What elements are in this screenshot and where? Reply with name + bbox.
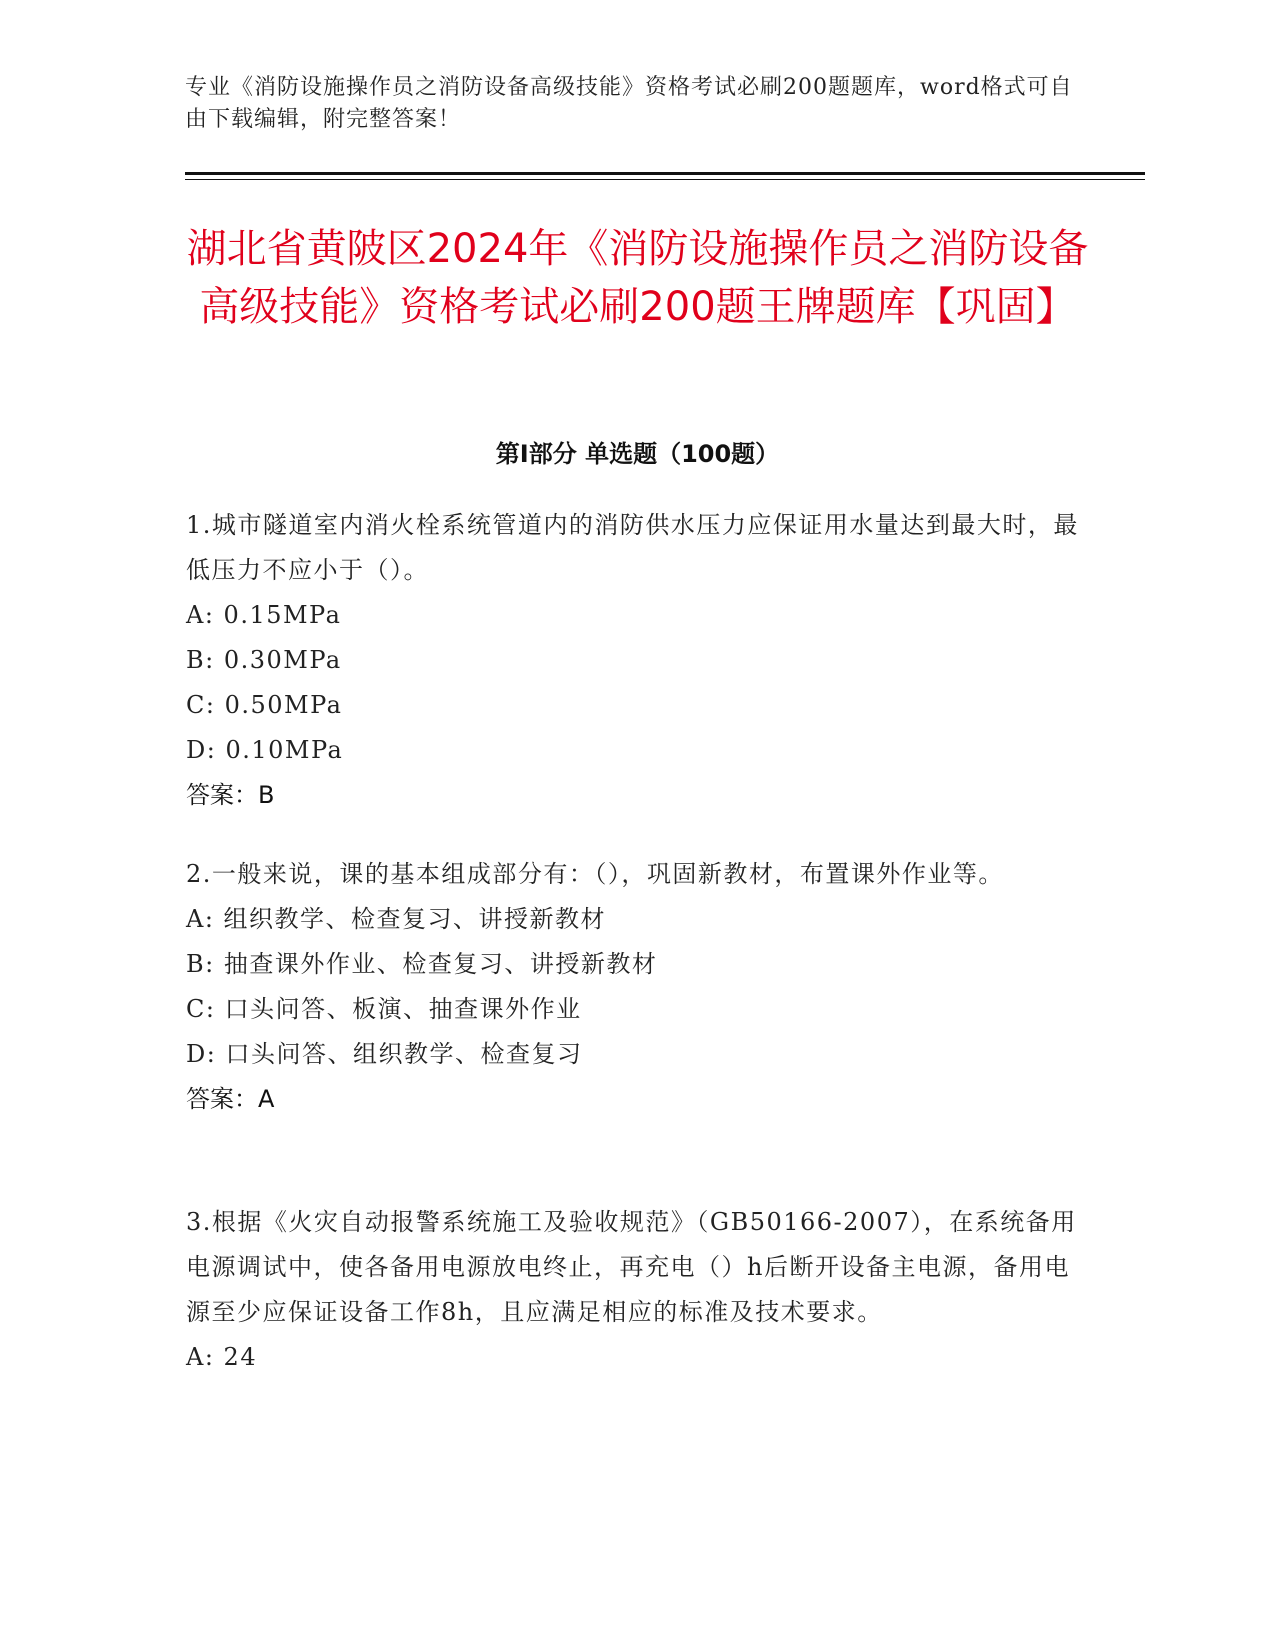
- question-3: [186, 1200, 1086, 1380]
- answer-value: A: [258, 1085, 275, 1113]
- answer-line: [186, 773, 1086, 818]
- section-title: 第Ⅰ部分 单选题（100题）: [495, 440, 780, 468]
- option-a: A: 组织教学、检查复习、讲授新教材: [186, 905, 607, 933]
- header-divider-thin: [185, 179, 1145, 180]
- question-stem: 2.一般来说，课的基本组成部分有：（），巩固新教材，布置课外作业等。: [186, 860, 1004, 888]
- option-c: C: 口头问答、板演、抽查课外作业: [186, 995, 582, 1023]
- option-b: B: 抽查课外作业、检查复习、讲授新教材: [186, 950, 658, 978]
- question-stem: 1.城市隧道室内消火栓系统管道内的消防供水压力应保证用水量达到最大时，最低压力不应小于（）。: [186, 511, 1079, 584]
- option-c: C: 0.50MPa: [186, 691, 343, 719]
- option-b: B: 0.30MPa: [186, 646, 342, 674]
- answer-label: 答案：: [186, 1085, 258, 1113]
- question-stem: 3.根据《火灾自动报警系统施工及验收规范》（GB50166-2007），在系统备用电源调试中，使各备用电源放电终止，再充电（）h后断开设备主电源，备用电源至少应保证设备工作8h，且应满足相应的标准及技术要求。: [186, 1208, 1077, 1326]
- header-note: 专业《消防设施操作员之消防设备高级技能》资格考试必刷200题题库，word格式可自由下载编辑，附完整答案！: [185, 75, 1073, 132]
- question-1: [186, 503, 1086, 818]
- question-2: [186, 852, 1086, 1122]
- option-a: A: 0.15MPa: [186, 601, 342, 629]
- answer-line: [186, 1077, 1086, 1122]
- answer-label: 答案：: [186, 781, 258, 809]
- document-title: 湖北省黄陂区2024年《消防设施操作员之消防设备高级技能》资格考试必刷200题王牌题库【巩固】: [186, 226, 1089, 330]
- option-d: D: 口头问答、组织教学、检查复习: [186, 1040, 583, 1068]
- header-divider-thick: [185, 172, 1145, 175]
- option-d: D: 0.10MPa: [186, 736, 344, 764]
- option-a: A: 24: [186, 1343, 258, 1371]
- answer-value: B: [258, 781, 275, 809]
